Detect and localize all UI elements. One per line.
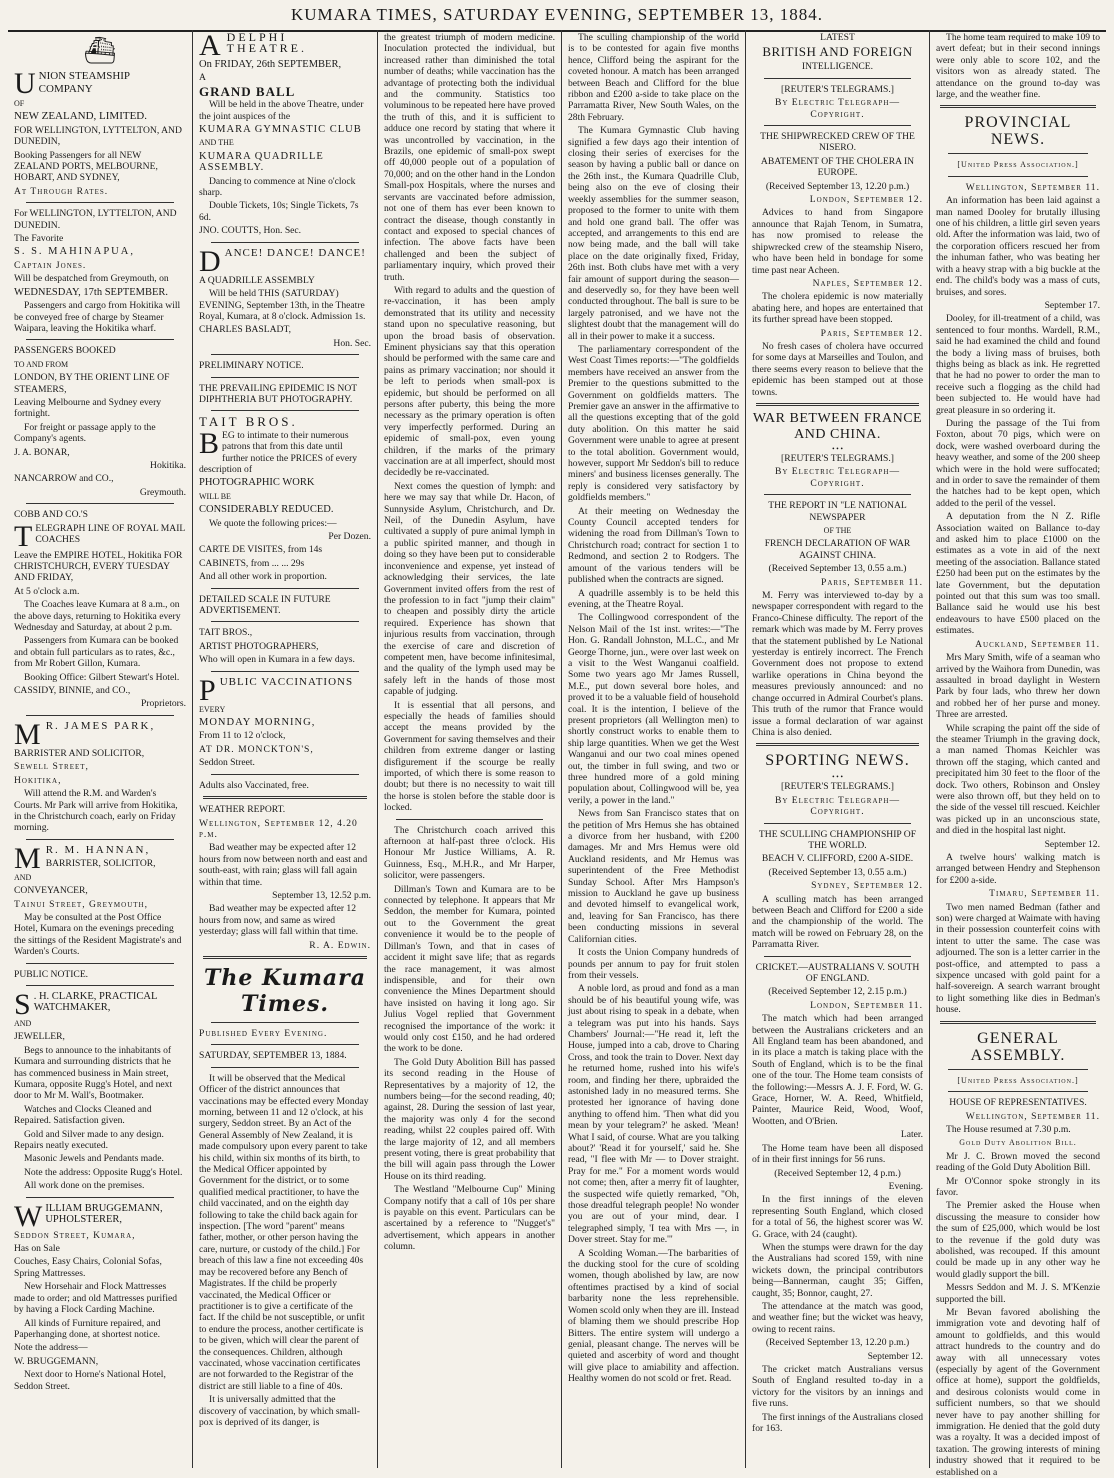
sculling-title: THE SCULLING CHAMPIONSHIP OF THE WORLD. xyxy=(758,828,917,851)
editorial-paragraph-2: It is universally admitted that the discovery of vaccination, by which small-pox is deprived of its danger, is xyxy=(199,1394,360,1428)
double-rule xyxy=(203,956,367,959)
electric-telegraph-2: By Electric Telegraph—Copyright. xyxy=(774,466,901,489)
column-4 xyxy=(561,30,745,1468)
house-bevan: Mr Bevan favored abolishing the immigration vote and devoting half of amount to goldfields, and this would attract hundreds to the country and do away with all unnecessary votes (especially by agent of the Government office at home), support the goldfields, and desirous colonists would come in sufficient numbers, so that we should never have to pay another shilling for immigration. He denied that the gold duty was a royalty. It was a decided impost of taxation. The growing interests of mining industry showed that it required to be established on a xyxy=(936,1307,1100,1478)
union-despatch: Will be despatched from Greymouth, on xyxy=(14,273,169,285)
bruggemann-title: WILLIAM BRUGGEMANN, UPHOLSTERER, xyxy=(14,1199,163,1233)
cobb-booking: Passengers from Kumara can be booked and obtain full particulars as to rates, &c., from Mr Robert Gillon, Kumara. xyxy=(14,635,179,670)
nisero-received: (Received September 13, 12.20 p.m.) xyxy=(765,180,910,192)
clarke-watches: Watches and Clocks Cleaned and Repaired. Satisfaction given. xyxy=(14,1103,152,1127)
preliminary-epidemic: THE PREVAILING EPIDEMIC IS NOT DIPHTHERIA BUT PHOTOGRAPHY. xyxy=(199,382,357,405)
park-title: M R. JAMES PARK, xyxy=(14,717,156,751)
tait-artists: ARTIST PHOTOGRAPHERS, xyxy=(199,640,319,652)
park-town: Hokitika, xyxy=(14,774,62,786)
sporting-news-title: SPORTING NEWS. xyxy=(765,752,910,770)
park-role: BARRISTER AND SOLICITOR, xyxy=(14,747,145,759)
hannan-and: AND xyxy=(14,872,32,882)
timaru-dateline: Timaru, September 11. xyxy=(989,888,1100,900)
latest-label: LATEST xyxy=(820,32,855,43)
bruggemann-note: Note the address— xyxy=(14,1342,88,1354)
union-route-2: For WELLINGTON, LYTTELTON, AND DUNEDIN. xyxy=(14,208,177,231)
divider xyxy=(26,202,174,203)
vaccinations-doctor: AT DR. MONCKTON'S, xyxy=(199,743,314,755)
tait-name: TAIT BROS., xyxy=(199,627,253,639)
adelphi-secretary: JNO. COUTTS, Hon. Sec. xyxy=(199,225,302,237)
weather-report-1: Bad weather may be expected after 12 hours from now between north and east and south-east, with rain; glass will fall again within that time. xyxy=(199,842,368,888)
agent-nancarrow: NANCARROW and CO., xyxy=(14,473,114,485)
divider xyxy=(764,823,911,824)
hannan-role: BARRISTER, SOLICITOR, xyxy=(45,858,156,870)
vaccinations-monday: MONDAY MORNING, xyxy=(199,717,316,729)
passengers-apply: For freight or passage apply to the Company's agents. xyxy=(14,421,156,445)
union-title: UNION STEAMSHIP COMPANY xyxy=(14,67,130,100)
provincial-dooley-sentence: Dooley, for ill-treatment of a child, was sentenced to four months. Wardell, R.M., said he had examined the child and found the body a living mass of bruises, both thighs being as black as ink. He regretted that he had no power to order the man to receive such a flogging as the child had been subjected to. He would have had great pleasure in so ordering it. xyxy=(936,313,1100,416)
divider xyxy=(948,1069,1088,1070)
news-gold-duty: The Gold Duty Abolition Bill has passed its second reading in the House of Representatives by a majority of 12, the numbers being—for the second reading, 40; against, 28. During the session of last year, the majority was only 4 for the second reading, whilst 22 couples paired off. With the large majority of 12, and all members present voting, there is great probability that the bill will again pass through the Lower House on its third reading. xyxy=(384,1056,555,1182)
war-title: WAR BETWEEN FRANCE AND CHINA. xyxy=(752,410,923,442)
intelligence-subtitle: INTELLIGENCE. xyxy=(801,61,874,73)
tait-title: TAIT BROS. xyxy=(199,414,298,430)
editorial-paragraph-1: It will be observed that the Medical Officer of the district announces that vaccinations may be effected every Monday morning, between 11 and 12 o'clock, at his surgery, Seddon street. By an Act of the General Assembly of New Zealand, it is made compulsory upon every parent to take his child, within six months of its birth, to the Medical Officer appointed by Government for the district, or to some qualified medical practitioner, to have the child vaccinated, and on the eighth day following to take the child back again for inspection. [The word "parent" means father, mother, or other person having the care, nurture, or custody of the child.] For breach of this law a fine not exceeding 40s may be recovered before any Bench of Magistrates. If the child be properly vaccinated, the Medical Officer or practitioner is to give a certificate of the fact. If the child be not susceptible, or unfit to endure the process, another certificate is to be given, which will clear the parent of the consequences. Children, although vaccinated, whose vaccination certificates are not forwarded to the Registrar of the district are still liable to a fine of 40s. xyxy=(199,1072,369,1392)
divider xyxy=(211,377,359,378)
adelphi-and-the: AND THE xyxy=(199,138,234,148)
house-oconnor: Mr O'Connor spoke strongly in its favor. xyxy=(936,1175,1100,1198)
clarke-title: S . H. CLARKE, PRACTICAL WATCHMAKER, xyxy=(14,987,157,1021)
sculling-dateline: Sydney, September 12. xyxy=(811,880,923,892)
weather-dateline-1: Wellington, September 12, 4.20 p.m. xyxy=(199,817,358,840)
wellington-dateline-3: Wellington, September 11. xyxy=(965,1110,1100,1122)
adelphi-title: ADELPHI THEATRE. xyxy=(199,29,307,62)
newspaper-columns xyxy=(8,29,1106,1478)
divider xyxy=(211,1044,359,1045)
divider xyxy=(764,78,911,79)
ornament: • • • xyxy=(832,444,843,453)
column-5 xyxy=(745,30,929,1468)
union-captain: Captain Jones. xyxy=(14,259,87,271)
cricket-title: CRICKET.—AUSTRALIANS V. SOUTH OF ENGLAND. xyxy=(755,961,920,984)
electric-telegraph-3: By Electric Telegraph—Copyright. xyxy=(774,794,901,818)
dance-assembly: A QUADRILLE ASSEMBLY xyxy=(199,274,315,286)
vaccinations-every: EVERY xyxy=(199,704,226,714)
divider xyxy=(948,1091,1088,1092)
tait-open: Who will open in Kumara in a few days. xyxy=(199,654,355,666)
dance-secretary: CHARLES BASLADT, xyxy=(199,324,292,336)
divider xyxy=(26,985,174,986)
divider xyxy=(26,339,174,340)
naples-report: The cholera epidemic is now materially abating here, and hopes are entertained that its further spread have been stopped. xyxy=(752,291,923,326)
le-national-of-the: OF THE xyxy=(823,526,852,535)
cricket-continued: The home team required to make 109 to avert defeat; but in their second innings were only able to score 102, and the visitors won as already stated. The attendance on the ground to-day was large, and the weather fine. xyxy=(936,32,1100,101)
dance-secretary-label: Hon. Sec. xyxy=(333,337,371,349)
passengers-london: LONDON, BY THE ORIENT LINE OF STEAMERS, xyxy=(14,372,170,395)
cricket-evening: Evening. xyxy=(888,1180,923,1192)
column-6 xyxy=(929,30,1106,1478)
agent-nancarrow-town: Greymouth. xyxy=(139,486,186,498)
cricket-report-1: The match which had been arranged between the Australians cricketers and an All England team has been abandoned, and in its place a match is taking place with the South of England, which is to be the final one of the tour. The Home team consists of the following:—Messrs A. J. F. Ford, W. G. Grace, Horner, W. A. Reed, Whitfield, Painter, Maurice Reid, Wood, Woof, Wootten, and O'Brien. xyxy=(752,1013,923,1127)
war-dateline: Paris, September 11. xyxy=(820,576,923,588)
cricket-received-2: (Received September 12, 4 p.m.) xyxy=(774,1167,901,1179)
column-2 xyxy=(192,30,377,1468)
le-national-subtitle: FRENCH DECLARATION OF WAR AGAINST CHINA. xyxy=(764,538,911,561)
tait-intro: BEG to intimate to their numerous patrons that from this date until further notice the PRICES of every description of xyxy=(199,426,358,475)
tait-cabinets: CABINETS, from ... ... 29s xyxy=(199,557,305,569)
divider xyxy=(211,671,359,672)
passengers-to-from: TO AND FROM xyxy=(14,359,69,369)
bruggemann-on-sale: Has on Sale xyxy=(14,1243,60,1255)
united-press-1: [United Press Association.] xyxy=(957,160,1079,170)
tait-per-dozen: Per Dozen. xyxy=(328,531,371,542)
union-route: FOR WELLINGTON, LYTTELTON, AND DUNEDIN, xyxy=(14,124,182,148)
vaccinations-title: PUBLIC VACCINATIONS xyxy=(199,673,354,707)
weather-report-2: Bad weather may be expected after 12 hours from now, and same as wired yesterday; glass will fall within that time. xyxy=(199,903,359,938)
news-scolding-woman: A Scolding Woman.—The barbarities of the ducking stool for the cure of scolding women, though abolished by law, are now oftentimes practised by a kind of social barbarity none the less reprehensible. Women scold only when they are ill. Instead of blaming them we should prescribe Hop Bitters. The entire system will undergo a genial, pleasant change. The nerves will be quieted and ascerbity of word and thought will give place to amiability and affection. Healthy women do not scold or fret. Read. xyxy=(568,1247,739,1385)
bruggemann-name: W. BRUGGEMANN, xyxy=(14,1355,99,1367)
clarke-jeweller: JEWELLER, xyxy=(14,1031,65,1043)
united-press-2: [United Press Association.] xyxy=(957,1075,1079,1085)
paris-dateline-1: Paris, September 12. xyxy=(820,327,923,339)
cricket-report-2: The Home team have been all disposed of in their first innings for 56 runs. xyxy=(752,1142,923,1166)
clarke-announce: Begs to announce to the inhabitants of Kumara and surrounding districts that he has commenced business in Main street, Kumara, opposite Rugg's Hotel, and next door to Mr M. Wall's, Bootmaker. xyxy=(14,1044,173,1102)
double-rule xyxy=(940,105,1096,108)
cricket-report-4: When the stumps were drawn for the day the Australians had scored 159, with nine wickets down, the principal contributors being—Bannerman, caught 35; Giffen, caught, 35; Bonnor, caught, 27. xyxy=(752,1241,923,1299)
weather-dateline-2: September 13, 12.52 p.m. xyxy=(272,889,371,901)
dance-title: DANCE! DANCE! DANCE! xyxy=(199,244,366,278)
bruggemann-repairs: All kinds of Furniture repaired, and Paperhanging done, at shortest notice. xyxy=(14,1317,161,1340)
auckland-dateline-1: Auckland, September 11. xyxy=(975,638,1100,650)
tait-carte: CARTE DE VISITES, from 14s xyxy=(199,544,323,556)
tait-other: And all other work in proportion. xyxy=(199,571,327,583)
bruggemann-couches: Couches, Easy Chairs, Colonial Sofas, Spring Mattresses. xyxy=(14,1256,162,1279)
divider xyxy=(948,153,1088,154)
clarke-address: Note the address: Opposite Rugg's Hotel. xyxy=(24,1166,183,1178)
sculling-report: A sculling match has been arranged between Beach and Clifford for £200 a side and the championship of the world. The match will be rowed on February 28, on the Parramatta River. xyxy=(752,893,923,951)
sculling-subtitle: BEACH V. CLIFFORD, £200 A-SIDE. xyxy=(761,853,914,865)
double-rule xyxy=(756,403,919,406)
provincial-triumph: While scraping the paint off the side of the steamer Triumph in the graving dock, a man named Thomas Keichler was thrown off the staging, which canted and precipitated him 30 feet to the floor of the dock. Two others, Robinson and Onsley were also thrown off, but they held on to the side of the vessel till rescued. Keichler was picked up in an unconscious state, and died in the hospital last night. xyxy=(936,722,1100,837)
cricket-later: Later. xyxy=(900,1129,923,1141)
reuters-label-2: [REUTER'S TELEGRAMS.] xyxy=(781,452,894,464)
vaccinations-adults: Adults also Vaccinated, free. xyxy=(199,779,309,791)
cricket-report-6: The cricket match Australians versus South of England resulted to-day in a victory for the visitors by an innings and five runs. xyxy=(752,1364,923,1410)
house-brown: Mr J. C. Brown moved the second reading of the Gold Duty Abolition Bill. xyxy=(936,1150,1100,1174)
tait-scale: DETAILED SCALE IN FUTURE ADVERTISEMENT. xyxy=(199,593,331,617)
weather-signature: R. A. Edwin. xyxy=(309,939,371,951)
general-assembly-title: GENERAL ASSEMBLY. xyxy=(970,1029,1066,1064)
news-collingwood: The Collingwood correspondent of the Nelson Mail of the 1st inst. writes:—"The Hon. G. Randall Johnston, M.L.C., and Mr George Thorne, jun., were over last week on a visit to the West Wanganui coalfield. Some two years ago Mr James Russell, M.E., put down several bore holes, and proved it to be a valuable field of household coal. It is the intention, I believe of the present proprietors (all Wellington men) to shortly construct works to enable them to ship large quantities. When we get the West Wanganui and our two coal mines opened out, the timber in full swing, and two or three hundred more of a gold mining population about, Collingwood will be, yea verily, a power in the land." xyxy=(568,612,739,806)
divider xyxy=(26,503,174,504)
column-1 xyxy=(8,30,192,1468)
gold-duty-bill-label: Gold Duty Abolition Bill. xyxy=(959,1138,1077,1148)
vaccination-paragraph-4: It is essential that all persons, and especially the heads of families should accept the means provided by the Government for saving themselves and their children from extreme danger or lasting disfigurement if the scourge be really imported, of which there is some reason to doubt; but there is no necessity to wait till the horse is stolen before the stable door is locked. xyxy=(384,699,555,814)
news-san-francisco: News from San Francisco states that on the petition of Mrs Hemus she has obtained a divorce from her husband, with £200 damages. Mr and Mrs Hemus were old Auckland residents, and Mr Hemus was superintendent of the Free Methodist Sunday School. After Mrs Hampson's mission to Auckland he gave up business and devoted himself to evangelical work, and, leaving for San Francisco, has there been conducting missions in several Californian cities. xyxy=(568,808,739,945)
park-street: Sewell Street, xyxy=(14,761,89,773)
auckland-dateline-2: September 12. xyxy=(1044,838,1100,850)
vaccinations-street: Seddon Street. xyxy=(199,757,255,769)
house-title: HOUSE OF REPRESENTATIVES. xyxy=(949,1097,1087,1109)
double-rule xyxy=(756,743,919,746)
double-rule xyxy=(203,796,367,799)
bruggemann-location: Next door to Horne's National Hotel, Seddon Street. xyxy=(14,1369,166,1392)
hannan-street: Tainui Street, Greymouth, xyxy=(14,898,148,910)
grand-ball: GRAND BALL xyxy=(199,83,296,99)
steamship-icon: ⛴ xyxy=(83,36,117,65)
provincial-walking-match: A twelve hours' walking match is arranged between Hendry and Stephenson for £200 a-side. xyxy=(936,852,1100,886)
bruggemann-street: Seddon Street, Kumara, xyxy=(14,1229,136,1241)
house-seddon: Messrs Seddon and M. J. S. M'Kenzie supported the bill. xyxy=(936,1282,1100,1305)
divider xyxy=(396,819,543,820)
cricket-report-7: The first innings of the Australians closed for 163. xyxy=(752,1411,923,1435)
reuters-label-3: [REUTER'S TELEGRAMS.] xyxy=(781,781,894,793)
weather-title: WEATHER REPORT. xyxy=(199,804,286,816)
masthead: KUMARA TIMES, SATURDAY EVENING, SEPTEMBER 13, 1884. xyxy=(290,5,824,24)
clarke-gold: Gold and Silver made to any design. Repairs neatly executed. xyxy=(14,1128,164,1152)
cobb-proprietors: CASSIDY, BINNIE, and CO., xyxy=(14,685,131,697)
agent-bonar-town: Hokitika. xyxy=(150,459,186,471)
tait-quote: We quote the following prices:— xyxy=(209,517,337,529)
sculling-received: (Received September 13, 0.55 a.m.) xyxy=(768,866,907,878)
adelphi-gymnastic: KUMARA GYMNASTIC CLUB xyxy=(199,124,362,136)
cricket-dateline-1: London, September 11. xyxy=(810,999,923,1011)
divider xyxy=(948,176,1088,177)
war-report: M. Ferry was interviewed to-day by a newspaper correspondent with regard to the Franco-Chinese difficulty. The report of the remark which was made by M. Ferry proves that the statement published by Le National yesterday is entirely incorrect. The French Government does not propose to extend warlike operations in China beyond the measures previously announced: and no change occurred in Admiral Courbet's plans. This truth of the rumor that France would issue a formal declaration of war against China is also denied. xyxy=(752,590,923,738)
reuters-label-1: [REUTER'S TELEGRAMS.] xyxy=(781,83,894,95)
divider xyxy=(26,963,174,964)
news-telegram-anecdote: A noble lord, as proud and fond as a man should be of his beautiful young wife, was just about rising to speak in a debate, when a telegram was put into his hands. Says Chambers' Journal:—"He read it, left the House, jumped into a cab, drove to Charing Cross, and took the train to Dover. Next day he returned home, rushed into his wife's room, and finding her there, upbraided the astonished lady in no measured terms. She protested her ignorance of having done anything to offend him. 'Then what did you mean by your telegram?' he asked. 'Mean! What I said, of course. What are you talking about?' 'Read it for yourself,' said he. She read, "I flee with Mr — to Dover straight. Pray for me." For a moment words would not come; then, after a merry fit of laughter, the suspected wife quietly remarked, "Oh, those dreadful telegraph people! No wonder you are out of your mind, dear. I telegraphed simply, 'I tea with Mrs —, in Dover street. Stay for me.'" xyxy=(568,983,739,1246)
provincial-news-title: PROVINCIAL NEWS. xyxy=(964,114,1072,149)
nisero-report: Advices to hand from Singapore announce that Rajah Tenom, in Sumatra, has now promised to release the shipwrecked crew of the steamship Nisero, who have been held in bondage for some time past near Acheen. xyxy=(752,207,923,276)
preliminary-title: PRELIMINARY NOTICE. xyxy=(199,360,304,372)
cricket-received-3: (Received September 13, 12.20 p.m.) xyxy=(765,1337,910,1349)
adelphi-quadrille: KUMARA QUADRILLE ASSEMBLY. xyxy=(199,150,324,174)
divider xyxy=(211,410,359,411)
adelphi-tickets: Double Tickets, 10s; Single Tickets, 7s 6d. xyxy=(199,200,359,223)
clarke-and: AND xyxy=(14,1018,32,1028)
passengers-title: PASSENGERS BOOKED xyxy=(14,345,116,357)
cobb-return: The Coaches leave Kumara at 8 a.m., on the above days, returning to Hokitika every Wednesday and Saturday, at about 2 p.m. xyxy=(14,599,181,634)
clarke-premises: All work done on the premises. xyxy=(24,1180,145,1192)
adelphi-auspices: Will be held in the above Theatre, under the joint auspices of the xyxy=(199,99,364,122)
ornament: • • • xyxy=(832,773,843,782)
union-ship-name: S. S. MAHINAPUA, xyxy=(14,246,135,258)
clarke-masonic: Masonic Jewels and Pendants made. xyxy=(24,1153,164,1165)
cricket-received-1: (Received September 12, 2.15 p.m.) xyxy=(768,986,907,998)
passengers-fortnight: Leaving Melbourne and Sydney every fortnight. xyxy=(14,396,162,420)
divider xyxy=(211,1022,359,1023)
union-booking: Booking Passengers for all NEW ZEALAND PORTS, MELBOURNE, HOBART, AND SYDNEY, xyxy=(14,149,158,184)
cricket-report-5: The attendance at the match was good, and weather fine; but the wicket was heavy, owing to recent rains. xyxy=(752,1300,923,1335)
cobb-office: Booking Office: Gilbert Stewart's Hotel. xyxy=(24,671,180,683)
le-national-title: THE REPORT IN "LE NATIONAL NEWSPAPER xyxy=(768,500,907,523)
agent-bonar: J. A. BONAR, xyxy=(14,446,70,458)
column-3 xyxy=(377,30,561,1468)
kumara-times-nameplate: The Kumara Times. xyxy=(203,964,367,1017)
union-favorite: The Favorite xyxy=(14,233,64,245)
tait-photographic: PHOTOGRAPHIC WORK xyxy=(199,477,315,489)
editorial-date: SATURDAY, SEPTEMBER 13, 1884. xyxy=(199,1050,347,1062)
divider xyxy=(211,1067,359,1068)
provincial-tui: During the passage of the Tui from Foxton, about 70 pigs, which were on dock, were washed overboard during the heavy weather, and some of the 200 sheep which were in the hold were suffocated; and in order to save the remainder of them the hatches had to be kept open, which added to the peril of the vessel. xyxy=(936,417,1100,509)
provincial-smith: Mrs Mary Smith, wife of a seaman who arrived by the Waihora from Dunedin, was assaulted in broad daylight in Western Park by four lads, who threw her down and robbed her of her purse and money. Three are arrested. xyxy=(936,652,1100,721)
vaccination-paragraph-1: the greatest triumph of modern medicine. Inoculation protected the individual, but increased rather than diminished the total number of deaths; while vaccination has the advantage of protecting both the individual and the community. Statistics too voluminous to be repeated here have proved the truth of this, and it is sufficient to adduce one record by stating that where it was uncontrolled by vaccination, in the Brazils, one epidemic of small-pox swept off 40,000 people out of a population of 70,000; and on the other hand in the London Small-pox Hospitals, where the nurses and servants are vaccinated before admission, not one of them has ever been known to contract the disease, though constantly in contact and exposed to special chances of infection. The above facts have been challenged and been the subject of parliamentary inquiry, which proved their truth. xyxy=(384,32,555,283)
divider xyxy=(764,956,911,957)
divider xyxy=(764,125,911,126)
news-parliament: The parliamentary correspondent of the West Coast Times reports:—"The goldfields members have received an answer from the Premier to the questions submitted to the Government on goldfields matters. The Premier gave an answer in the affirmative to all the questions excepting that of the gold duty abolition. On this matter he said Government were unable to agree at present to the total abolition. Government would, however, support Mr Seddon's bill to reduce miners' and business licenses generally. The reply is considered very satisfactory by goldfields members." xyxy=(568,343,739,504)
double-rule xyxy=(940,1021,1096,1024)
divider xyxy=(211,774,359,775)
tait-will-be: WILL BE xyxy=(199,491,231,501)
news-telephone: Dillman's Town and Kumara are to be connected by telephone. It appears that Mr Seddon, the member for Kumara, pointed out to the Government the great convenience it would be to the people of Dillman's Town, and that in cases of accident it might save life; that as regards the race management, it was almost indispensible, and for their own convenience the Mines Department should have insisted on having it long ago. Sir Julius Vogel replied that Government recognised the importance of the work: it would only cost £150, and he had ordered the work to be done. xyxy=(384,883,555,1055)
adelphi-dancing: Dancing to commence at Nine o'clock sharp. xyxy=(199,175,356,199)
union-rates: At Through Rates. xyxy=(14,185,109,197)
provincial-bedman: Two men named Bedman (father and son) were charged at Waimate with having in their possession counterfeit coins with intent to utter the same. The case was adjourned. The son is a letter carrier in the post-office, and attempted to pass a sixpence uncased with gold paint for a half-sovereign. A search warrant brought to light something like dies in Bedman's house. xyxy=(936,901,1100,1016)
nisero-title: THE SHIPWRECKED CREW OF THE NISERO. xyxy=(760,131,915,154)
adelphi-a: A xyxy=(199,72,206,84)
wellington-dateline-1: Wellington, September 11. xyxy=(965,181,1100,193)
house-premier: The Premier asked the House when discussing the measure to consider how the sum of £25,000, which would be lost to the revenue if the gold duty was abolished, was recouped. If this amount could be made up in any other way he would gladly support the bill. xyxy=(936,1200,1100,1280)
published-every-evening: Published Every Evening. xyxy=(199,1027,328,1039)
divider xyxy=(26,1197,174,1198)
divider xyxy=(211,621,359,622)
divider xyxy=(26,715,174,716)
hannan-title: M R. M. HANNAN, xyxy=(14,841,151,875)
dance-details: Will be held THIS (SATURDAY) EVENING, September 13th, in the Theatre Royal, Kumara, at 8 o'clock. Admission 1s. xyxy=(199,288,366,322)
news-union-company: It costs the Union Company hundreds of pounds per annum to pay for fruit stolen from their vessels. xyxy=(568,947,739,981)
naples-dateline: Naples, September 12. xyxy=(812,277,923,289)
divider xyxy=(211,354,359,355)
union-cargo-note: Passengers and cargo from Hokitika will be conveyed free of charge by Steamer Waipara, leaving the Hokitika wharf. xyxy=(14,300,181,334)
hannan-conveyancer: CONVEYANCER, xyxy=(14,885,88,897)
news-county-council: At their meeting on Wednesday the County Council accepted tenders for widening the road from Dillman's Town to Christchurch road; contract for section 1 to Redmond, and section 2 to Rodgers. The amount of the various tenders will be published when the contracts are signed. xyxy=(568,505,739,586)
divider xyxy=(211,242,359,243)
cobb-time: At 5 o'clock a.m. xyxy=(14,585,80,597)
cobb-title: COBB AND CO.'S xyxy=(14,509,88,521)
cobb-schedule: Leave the EMPIRE HOTEL, Hokitika FOR CHRISTCHURCH, EVERY TUESDAY AND FRIDAY, xyxy=(14,549,183,584)
nisero-dateline: London, September 12. xyxy=(809,194,923,206)
news-gymnastic-ball: The Kumara Gymnastic Club having signified a few days ago their intention of closing their series of exercises for the season by having a public ball or dance on the 26th inst., the Kumara Quadrille Club, being also on the eve of closing their weekly assemblies for the summer season, proposed to the former to unite with them and hold one grand ball. The offer was accepted, and arrangements to this end are now being made, and the ball will take place on the date originally fixed, Friday, 26th inst. Both clubs have met with a very fair amount of support during the season—and deservedly so, for they have been well conducted throughout. The ball is sure to be largely patronised, and we have not the slightest doubt that the management will do all in their power to make it a success. xyxy=(568,125,739,342)
cobb-proprietors-label: Proprietors. xyxy=(140,698,186,710)
provincial-rifle: A deputation from the N Z. Rifle Association waited on Ballance to-day and asked him to place £1000 on the estimates as a vote in aid of the next meeting of the association. Ballance stated £250 had been put on the estimates by the late Government, but the deputation pointed out that this sum was too small. Ballance said he would use his best endeavours to have £500 placed on the estimates. xyxy=(936,511,1100,637)
wellington-dateline-2: September 17. xyxy=(1044,299,1100,311)
news-sculling: The sculling championship of the world is to be contested for again five months hence, Clifford being the aspirant for the coveted honour. A match has been arranged between Beach and Clifford for the blue ribbon and £200 a-side to take place on the Parramatta River, New South Wales, on the 28th February. xyxy=(568,32,739,123)
union-date: WEDNESDAY, 17th SEPTEMBER. xyxy=(14,286,169,298)
divider xyxy=(26,839,174,840)
cholera-title: ABATEMENT OF THE CHOLERA IN EUROPE. xyxy=(760,155,915,179)
public-notice-title: PUBLIC NOTICE. xyxy=(14,968,89,980)
news-quadrille: A quadrille assembly is to be held this evening, at the Theatre Royal. xyxy=(568,587,739,610)
paris-report-1: No fresh cases of cholera have occurred for some days at Marseilles and Toulon, and there seems every reason to believe that the epidemic has been stamped out at those towns. xyxy=(752,340,923,398)
union-subtitle: NEW ZEALAND, LIMITED. xyxy=(14,110,147,123)
news-mining-company: The Westland "Melbourne Cup" Mining Company notify that a call of 10s per share is payable on this event. Particulars can be ascertained by a reference to "Nugget's" advertisement, which appears in another column. xyxy=(384,1184,555,1253)
tait-reduced: CONSIDERABLY REDUCED. xyxy=(199,504,334,516)
vaccination-paragraph-3: Next comes the question of lymph: and here we may say that while Dr. Hacon, of Sunnyside Asylum, Christchurch, and Dr. Neil, of the Dunedin Asylum, have cultivated a supply of pure animal lymph in a public spirited manner, and though in doing so they have been put to considerable inconvenience and expense, yet instead of acknowledging their services, the late Government invited offers from the rest of the profession to in fact "jump their claim" to cheapen and possibly dirty the article required. Experience has shown that injurious results from vaccination, through the exercise of care and discretion of competent men, have become infinitesimal, and the quality of the lymph used may be safely left in the hands of those most capable of judging. xyxy=(384,480,555,698)
vaccinations-hours: From 11 to 12 o'clock, xyxy=(199,730,286,742)
divider xyxy=(211,588,359,589)
british-foreign-title: BRITISH AND FOREIGN xyxy=(762,44,913,60)
house-resumed: The House resumed at 7.30 p.m. xyxy=(946,1123,1071,1135)
park-courts: Will attend the R.M. and Warden's Courts. Mr Park will arrive from Hokitika, in the Christchurch coach, early on Friday morning. xyxy=(14,788,178,834)
union-of: OF xyxy=(14,99,25,108)
vaccination-paragraph-2: With regard to adults and the question of re-vaccination, it has been amply demonstrated that its utility and necessity stand upon no speculative reasoning, but upon the broad basis of observation. Eminent physicians say that this operation should be performed with the same care and pains as primary vaccination; nor should it be left to periods when small-pox is epidemic, but should be performed on all persons after puberty, this being the more necessary as the primary operation is often very imperfectly performed. During an epidemic of small-pox, even young children, if the marks of the primary vaccination are at all imperfect, should most decidedly be re-vaccinated. xyxy=(384,284,555,479)
provincial-dooley: An information has been laid against a man named Dooley for brutally illusing one of his children, a little girl seven years old. After the information was laid, two of the corporation officers rescued her from the inhuman father, who was beating her with a heavy strap with a big buckle at the end. The child's body was a mass of cuts, bruises, and sores. xyxy=(936,195,1100,298)
hannan-consult: May be consulted at the Post Office Hotel, Kumara on the evenings preceding the sittings of the Resident Magistrate's and Warden's Courts. xyxy=(14,911,182,958)
adelphi-date: On FRIDAY, 26th SEPTEMBER, xyxy=(199,59,342,70)
cobb-heading: TELEGRAPH LINE OF ROYAL MAIL COACHES xyxy=(14,519,185,553)
cricket-report-3: In the first innings of the eleven representing South England, which closed for a total of 56, the highest scorer was W. G. Grace, with 24 (caught). xyxy=(752,1194,923,1240)
cricket-dateline-2: September 12. xyxy=(867,1350,923,1362)
electric-telegraph-1: By Electric Telegraph—Copyright. xyxy=(774,97,901,120)
war-received: (Received September 13, 0.55 a.m.) xyxy=(768,563,907,575)
news-coach: The Christchurch coach arrived this afternoon at half-past three o'clock. His Honour Mr Justice Williams, A. R. Guinness, Esq., M.H.R., and Mr Harper, solicitor, were passengers. xyxy=(384,824,555,882)
bruggemann-mattresses: New Horsehair and Flock Mattresses made to order; and old Mattresses purified by having a Flock Carding Machine. xyxy=(14,1281,178,1316)
divider xyxy=(764,494,911,495)
